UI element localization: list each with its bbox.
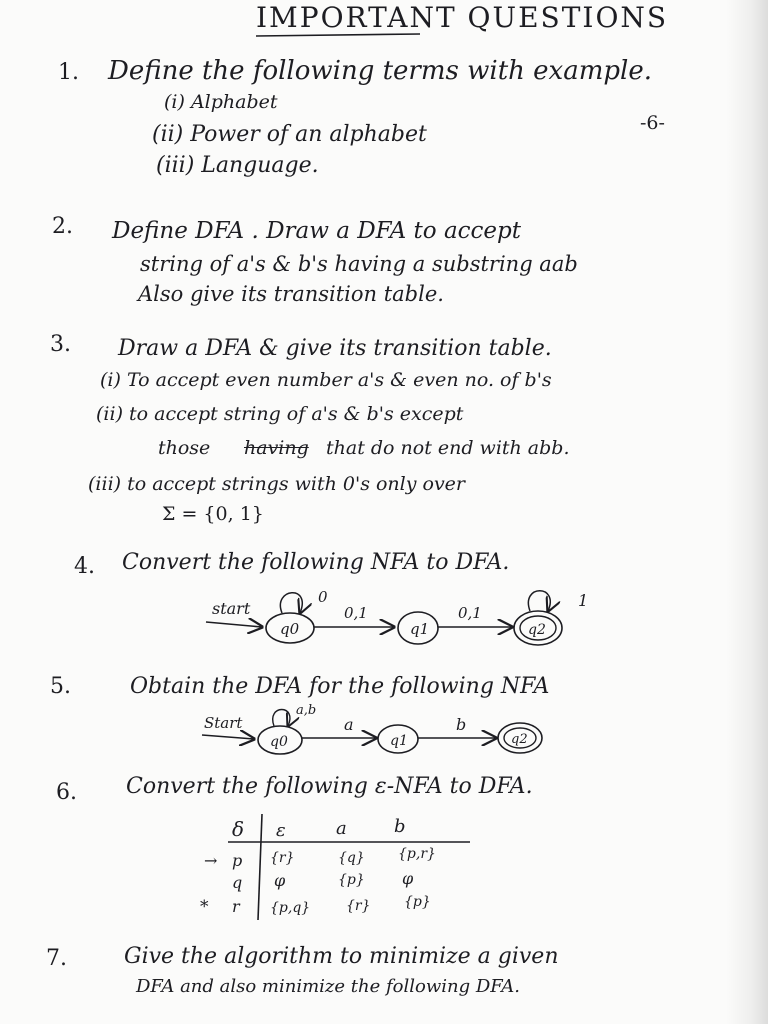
q5-edge-q1-q2-label: b <box>456 715 467 734</box>
q1-text: Define the following terms with example. <box>108 56 652 86</box>
q5-loop-q0-label: a,b <box>296 703 317 718</box>
page-title: IMPORTANT QUESTIONS <box>256 1 669 34</box>
q5-state-q0-label: q0 <box>270 734 288 750</box>
q6-header-a: a <box>336 818 347 839</box>
q6-row-r-state: r <box>232 897 240 916</box>
q6-row-r-b: {p} <box>404 894 431 910</box>
q4-state-q2-label: q2 <box>528 622 546 638</box>
q4-loop-q2-label: 1 <box>578 591 589 610</box>
q2-number: 2. <box>52 214 73 239</box>
q3-item-2-struck-word: having <box>244 437 309 459</box>
q3-item-1: (i) To accept even number a's & even no. of b's <box>100 369 552 391</box>
q6-row-q-state: q <box>232 873 243 892</box>
q2-line-1: Define DFA . Draw a DFA to accept <box>112 218 522 244</box>
q6-row-p-b: {p,r} <box>398 846 436 862</box>
q2-line-3: Also give its transition table. <box>138 282 444 306</box>
q6-header-epsilon: ε <box>276 820 286 841</box>
q6-row-r-mark: * <box>200 897 209 917</box>
q5-state-q2-label: q2 <box>511 732 528 747</box>
q5-state-q1-label: q1 <box>390 733 408 749</box>
q3-item-2-those: those <box>158 437 211 459</box>
q6-row-p-mark: → <box>204 851 218 870</box>
q4-state-q1-label: q1 <box>410 620 430 638</box>
q5-number: 5. <box>50 674 71 699</box>
q4-edge-q0-q1-label: 0,1 <box>344 604 368 622</box>
q4-state-q0-label: q0 <box>280 620 300 638</box>
q3-item-3-alphabet: Σ = {0, 1} <box>162 503 264 525</box>
q6-row-p-a: {q} <box>338 850 365 866</box>
q1-item-2: (ii) Power of an alphabet <box>152 122 427 147</box>
q5-start-label: Start <box>204 714 243 732</box>
q4-start-label: start <box>212 599 251 618</box>
q2-line-2: string of a's & b's having a substring aab <box>140 252 578 276</box>
q3-number: 3. <box>50 332 71 357</box>
q4-number: 4. <box>74 554 95 579</box>
q3-text: Draw a DFA & give its transition table. <box>118 336 552 361</box>
q5-text: Obtain the DFA for the following NFA <box>130 674 550 699</box>
q6-number: 6. <box>56 780 77 805</box>
q6-table-vertical-rule <box>258 814 262 920</box>
q7-line-1: Give the algorithm to minimize a given <box>124 944 559 969</box>
q3-item-2-rest: that do not end with abb. <box>326 437 570 459</box>
q6-row-r-epsilon: {p,q} <box>270 900 311 916</box>
q5-edge-q0-q1-label: a <box>344 715 354 734</box>
q4-loop-q0-label: 0 <box>318 588 328 606</box>
q1-number: 1. <box>58 60 79 85</box>
q3-item-3: (iii) to accept strings with 0's only over <box>88 473 466 495</box>
q6-row-q-a: {p} <box>338 872 365 888</box>
q6-row-q-epsilon: φ <box>274 871 286 890</box>
q1-item-3: (iii) Language. <box>156 153 319 178</box>
q4-edge-q1-q2-label: 0,1 <box>458 604 482 622</box>
q6-row-q-b: φ <box>402 869 414 888</box>
q7-line-2: DFA and also minimize the following DFA. <box>136 976 520 997</box>
q6-row-r-a: {r} <box>346 898 371 914</box>
q1-margin-note: -6- <box>640 112 665 134</box>
q7-number: 7. <box>46 946 67 971</box>
q6-row-p-state: p <box>232 851 243 870</box>
q6-row-p-epsilon: {r} <box>270 850 295 866</box>
q6-header-b: b <box>394 816 406 837</box>
q3-item-2: (ii) to accept string of a's & b's except <box>96 403 464 425</box>
q4-text: Convert the following NFA to DFA. <box>122 550 510 575</box>
q6-header-delta: δ <box>232 817 245 841</box>
q1-item-1: (i) Alphabet <box>164 91 278 113</box>
q6-text: Convert the following ε-NFA to DFA. <box>126 774 533 799</box>
